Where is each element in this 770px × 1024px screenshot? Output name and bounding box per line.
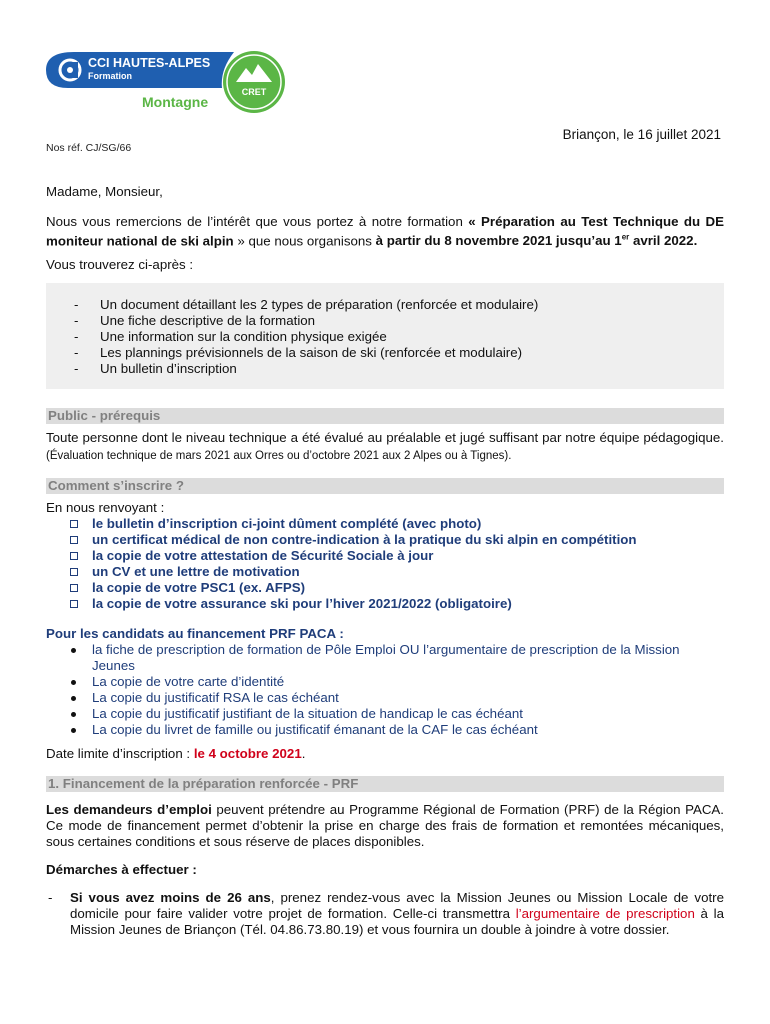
intro-paragraph [46, 214, 724, 249]
prf-title: Pour les candidats au financement PRF PACA : [46, 626, 344, 642]
item-label: la fiche de prescription de formation de Pôle Emploi OU l’argumentaire de prescription de la Mission Jeunes [92, 642, 680, 674]
intro-date-end: avril 2022. [629, 233, 698, 249]
list-item [70, 722, 724, 738]
bullet-icon [71, 696, 76, 701]
financement-text: peuvent prétendre au Programme Régional de Formation (PRF) de la Région PACA. Ce mode de financement permet d’obtenir la prise en charge des frais de formation et remontées mécaniques, sous certaines conditions et sous réserve de places disponibles. [46, 802, 724, 850]
deadline-value: le 4 octobre 2021 [193, 746, 302, 762]
list-item [74, 345, 724, 361]
dash-marker: - [48, 890, 53, 906]
document-label: Une information sur la condition physique exigée [100, 329, 387, 345]
checkbox-icon [70, 600, 78, 608]
intro-date-range: à partir du 8 novembre 2021 jusqu’au 1 [375, 233, 622, 249]
steps-title: Démarches à effectuer : [46, 862, 197, 878]
list-item [74, 313, 724, 329]
document-label: Un bulletin d’inscription [100, 361, 237, 377]
item-label: la copie de votre assurance ski pour l’hiver 2021/2022 (obligatoire) [92, 596, 512, 612]
list-item [70, 674, 724, 690]
section-title-financement: 1. Financement de la préparation renforcée - PRF [46, 776, 724, 792]
checkbox-icon [70, 520, 78, 528]
list-intro: Vous trouverez ci-après : [46, 257, 194, 273]
reference: Nos réf. CJ/SG/66 [46, 142, 132, 154]
list-item [70, 596, 724, 612]
dash-marker: - [74, 313, 79, 329]
list-item [70, 706, 724, 722]
logo-cret-text: CRET [241, 87, 267, 97]
bullet-icon [71, 680, 76, 685]
section-title-inscription: Comment s’inscrire ? [46, 478, 724, 494]
list-item [74, 329, 724, 345]
step-item [46, 890, 724, 938]
list-item [70, 516, 724, 532]
item-label: la copie de votre PSC1 (ex. AFPS) [92, 580, 306, 596]
logo-montagne-text: Montagne [142, 94, 209, 110]
deadline-label: Date limite d’inscription : [46, 746, 194, 762]
bullet-icon [71, 648, 76, 653]
bullet-icon [71, 712, 76, 717]
checkbox-icon [70, 568, 78, 576]
document-label: Les plannings prévisionnels de la saison de ski (renforcée et modulaire) [100, 345, 523, 361]
deadline [46, 746, 724, 762]
prf-list [46, 642, 724, 738]
dash-marker: - [74, 297, 79, 313]
item-label: la copie de votre attestation de Sécurité Sociale à jour [92, 548, 434, 564]
dash-marker: - [74, 329, 79, 345]
checkbox-icon [70, 536, 78, 544]
intro-text-c: » que nous organisons [233, 233, 376, 249]
item-label: La copie du justificatif justifiant de la situation de handicap le cas échéant [92, 706, 523, 722]
item-label: La copie du justificatif RSA le cas échéant [92, 690, 339, 706]
item-label: un certificat médical de non contre-indication à la pratique du ski alpin en compétition [92, 532, 637, 548]
item-label: La copie de votre carte d’identité [92, 674, 285, 690]
public-text: Toute personne dont le niveau technique a été évalué au préalable et jugé suffisant par notre équipe pédagogique. [46, 430, 724, 446]
list-item [70, 642, 724, 674]
list-item [74, 361, 724, 377]
intro-formation-title: « Préparation au Test Technique du DE moniteur national de ski alpin [46, 214, 724, 249]
document-label: Un document détaillant les 2 types de préparation (renforcée et modulaire) [100, 297, 539, 313]
letter-body [46, 184, 724, 938]
documents-list [74, 297, 724, 377]
intro-date-sup: er [621, 233, 630, 242]
deadline-end: . [301, 746, 306, 762]
logo-formation-text: Formation [88, 71, 132, 81]
logo [46, 50, 286, 114]
step-text-b: à la Mission Jeunes de Briançon (Tél. 04.86.73.80.19) et vous fournira un double à joindre à votre dossier. [70, 906, 724, 938]
bullet-icon [71, 728, 76, 733]
item-label: La copie du livret de famille ou justificatif émanant de la CAF le cas échéant [92, 722, 538, 738]
list-item [74, 297, 724, 313]
item-label: le bulletin d’inscription ci-joint dûment complété (avec photo) [92, 516, 482, 532]
inscription-intro: En nous renvoyant : [46, 500, 165, 516]
step-bold: Si vous avez moins de 26 ans [70, 890, 271, 906]
place-date: Briançon, le 16 juillet 2021 [562, 127, 721, 142]
list-item [70, 690, 724, 706]
public-paragraph [46, 430, 724, 464]
list-item [70, 532, 724, 548]
salutation: Madame, Monsieur, [46, 184, 163, 199]
item-label: un CV et une lettre de motivation [92, 564, 300, 580]
step-text-a: , prenez rendez-vous avec la Mission Jeunes ou Mission Locale de votre domicile pour faire valider votre projet de formation. Celle-ci transmettra [70, 890, 724, 922]
logo-graphic [46, 50, 286, 114]
list-item [70, 580, 724, 596]
financement-paragraph [46, 802, 724, 850]
dash-marker: - [74, 361, 79, 377]
list-item [70, 564, 724, 580]
public-note: (Évaluation technique de mars 2021 aux Orres ou d’octobre 2021 aux 2 Alpes ou à Tignes). [46, 450, 512, 463]
intro-text-a: Nous vous remercions de l’intérêt que vous portez à notre formation [46, 214, 469, 229]
list-item [70, 548, 724, 564]
documents-box [46, 283, 724, 389]
financement-bold: Les demandeurs d’emploi [46, 802, 212, 818]
checkbox-icon [70, 552, 78, 560]
document-label: Une fiche descriptive de la formation [100, 313, 316, 329]
section-title-public: Public - prérequis [46, 408, 724, 424]
logo-brand-text: CCI HAUTES-ALPES [88, 56, 211, 70]
argumentaire-link[interactable]: l’argumentaire de prescription [515, 906, 695, 922]
dash-marker: - [74, 345, 79, 361]
checkbox-icon [70, 584, 78, 592]
inscription-list [46, 516, 724, 612]
